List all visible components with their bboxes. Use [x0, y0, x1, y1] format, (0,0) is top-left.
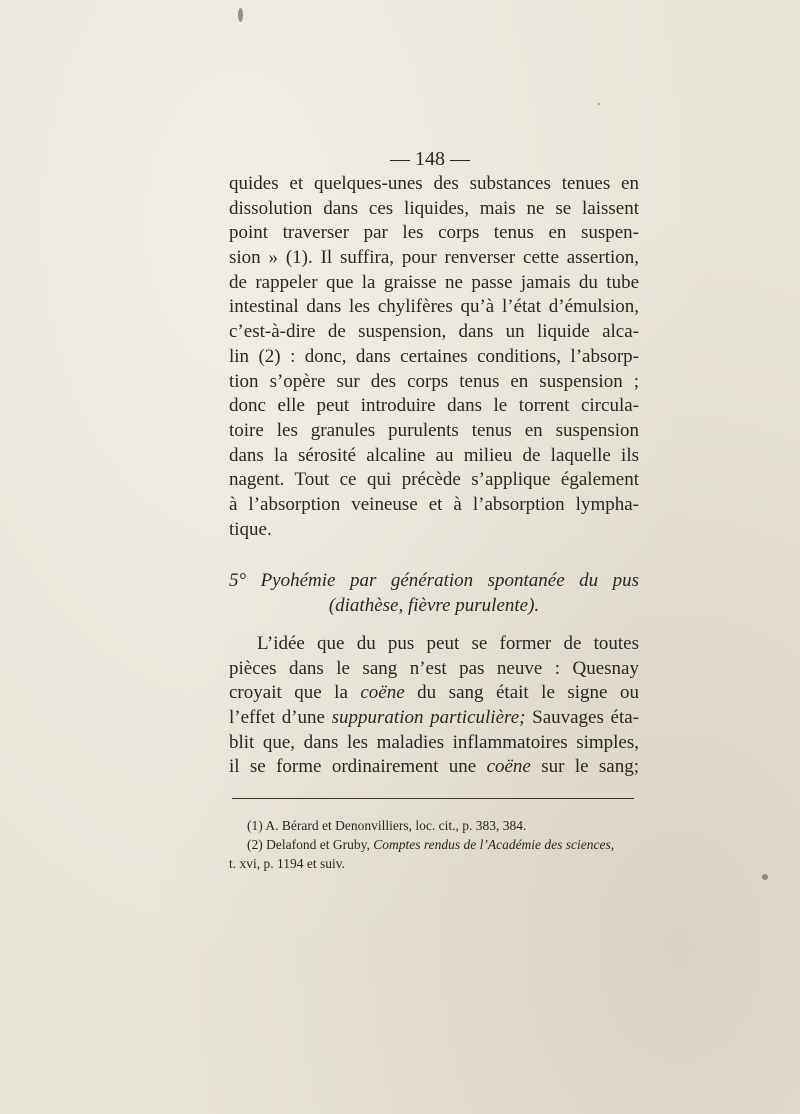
- text-line: [229, 681, 639, 706]
- text-line: nagent. Tout ce qui précède s’applique également: [229, 469, 639, 491]
- text-line: tion s’opère sur des corps tenus en suspension ;: [229, 370, 639, 392]
- text-line: à l’absorption veineuse et à l’absorption lympha-: [229, 493, 639, 515]
- text-run: du sang était le signe ou: [404, 682, 639, 704]
- text-run: croyait que la: [229, 682, 361, 704]
- text-line: sion » (1). Il suffira, pour renverser cette assertion,: [229, 247, 639, 269]
- text-run: sur le sang;: [530, 756, 639, 778]
- italic-term: coëne: [486, 756, 531, 778]
- text-line: dissolution dans ces liquides, mais ne se laissent: [229, 197, 639, 219]
- text-line: blit que, dans les maladies inflammatoires simples,: [229, 731, 639, 753]
- text-line: dans la sérosité alcaline au milieu de laquelle ils: [229, 444, 639, 466]
- heading-line: (diathèse, fièvre purulente).: [328, 594, 540, 616]
- page-number: — 148 —: [390, 148, 470, 170]
- text-line: c’est-à-dire de suspension, dans un liquide alca-: [229, 321, 639, 343]
- footnote-2-cont: t. xvi, p. 1194 et suiv.: [229, 856, 345, 871]
- footnote-2: [229, 835, 639, 854]
- text-run: il se forme ordinairement une: [229, 756, 487, 778]
- text-line: [229, 755, 639, 780]
- text-line: donc elle peut introduire dans le torrent circula-: [229, 395, 639, 417]
- footnote-1: (1) A. Bérard et Denonvilliers, loc. cit., p. 383, 384.: [247, 818, 527, 833]
- footnote-rule: [232, 798, 634, 799]
- section-heading: [229, 569, 639, 618]
- italic-term: coëne: [360, 682, 405, 704]
- heading-line: 5° Pyohémie par génération spontanée du pus: [229, 570, 639, 591]
- footnote-text: (2) Delafond et Gruby,: [247, 837, 374, 852]
- ink-spot: [762, 874, 768, 880]
- text-line: tique.: [229, 518, 272, 540]
- text-line: point traverser par les corps tenus en suspen-: [229, 222, 639, 244]
- text-line: intestinal dans les chylifères qu’à l’état d’émulsion,: [229, 296, 639, 318]
- text-line: L’idée que du pus peut se former de toutes: [257, 633, 639, 654]
- footnotes: [229, 816, 639, 873]
- paragraph-1: [229, 172, 639, 542]
- text-run: Sauvages éta-: [525, 707, 640, 729]
- footnote-title: Comptes rendus de l’Académie des sciences,: [373, 837, 615, 852]
- italic-term: suppuration particulière;: [331, 707, 526, 729]
- text-line: de rappeler que la graisse ne passe jamais du tube: [229, 271, 639, 293]
- text-line: lin (2) : donc, dans certaines conditions, l’absorp-: [229, 345, 639, 367]
- text-line: pièces dans le sang n’est pas neuve : Quesnay: [229, 657, 639, 679]
- ink-spot: [238, 8, 243, 22]
- text-run: l’effet d’une: [229, 707, 332, 729]
- text-line: toire les granules purulents tenus en suspension: [229, 419, 639, 441]
- ink-spot: [598, 103, 600, 105]
- text-line: quides et quelques-unes des substances tenues en: [229, 173, 639, 194]
- text-line: [229, 706, 639, 731]
- paragraph-2: [229, 632, 639, 780]
